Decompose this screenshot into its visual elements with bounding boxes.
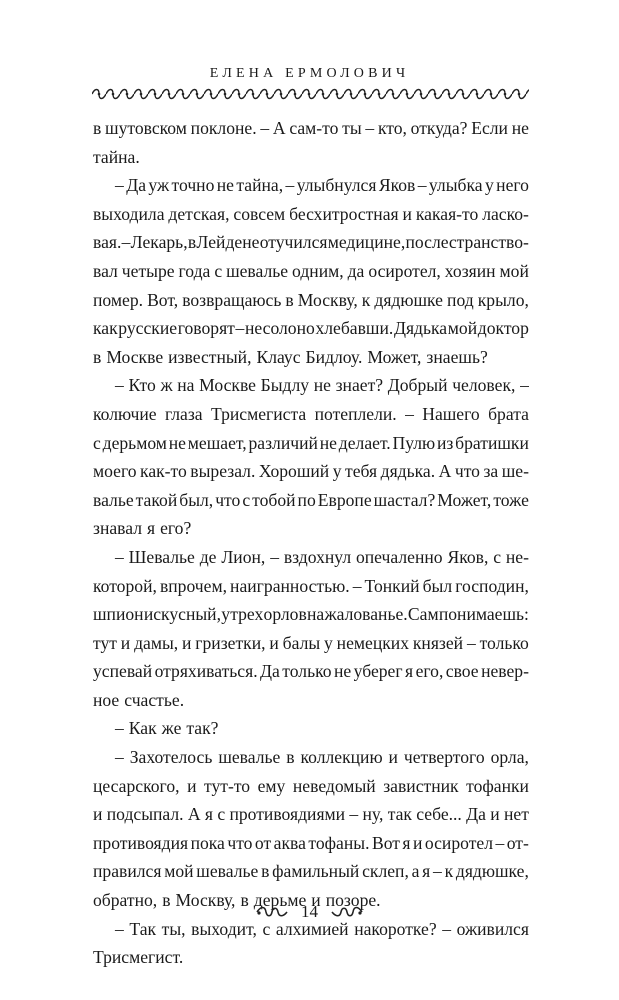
word: наигранностью.: [230, 575, 350, 596]
text-line: [93, 371, 529, 400]
word: я: [204, 804, 214, 825]
word: не: [334, 661, 352, 682]
text-line: [93, 714, 529, 743]
word: вырезал.: [190, 461, 256, 482]
text-line: [93, 543, 529, 572]
word: странство-: [448, 232, 529, 253]
word: крыло,: [477, 289, 529, 310]
text-line: [93, 257, 529, 286]
word: такой: [135, 489, 178, 510]
word: я: [405, 661, 414, 682]
word: А: [272, 118, 286, 138]
word: из: [436, 432, 454, 453]
word: от-: [506, 832, 529, 853]
word: знавал: [93, 518, 142, 539]
word: русские: [118, 318, 178, 339]
word: в: [261, 861, 270, 882]
word: –: [115, 175, 124, 196]
word: Да: [260, 661, 280, 682]
text-line: [93, 800, 529, 829]
word: А: [438, 461, 452, 482]
word: искусный,: [143, 604, 221, 625]
running-header-author: ЕЛЕНА ЕРМОЛОВИЧ: [209, 66, 410, 81]
word: бесхитростная: [289, 203, 399, 224]
word: шутовском: [105, 118, 187, 138]
word: с: [93, 432, 101, 453]
word: детская,: [168, 203, 230, 224]
word: потеплели.: [314, 403, 397, 424]
word: Лион,: [221, 546, 266, 567]
word: жалованье.: [324, 604, 408, 625]
text-line: [93, 829, 529, 858]
word: помер.: [93, 289, 144, 310]
word: одним,: [292, 260, 344, 281]
page-footer: [0, 901, 619, 922]
word: мой: [164, 861, 194, 882]
word: Тонкий: [364, 575, 420, 596]
text-line: [93, 514, 529, 543]
word: с: [493, 546, 502, 567]
word: –: [349, 804, 359, 825]
word: хлебавши.: [315, 318, 394, 339]
word: вая.: [93, 232, 122, 253]
word: понимаешь:: [438, 604, 529, 625]
word: и: [269, 632, 279, 653]
word: Нашего: [422, 403, 480, 424]
word: Москве: [199, 375, 256, 396]
word: свое: [445, 661, 479, 682]
word: шастал?: [373, 489, 436, 510]
word: –: [365, 118, 375, 138]
word: Сам: [407, 604, 439, 625]
text-line: [93, 400, 529, 429]
word: у: [332, 461, 342, 482]
word: тайна,: [236, 175, 284, 196]
text-line: [93, 572, 529, 601]
word: да: [347, 260, 365, 281]
word: и: [412, 832, 423, 853]
word: доктор: [477, 318, 529, 339]
word: –: [121, 232, 131, 253]
word: которой,: [93, 575, 157, 596]
word: Клаус: [256, 346, 301, 367]
word: тебя: [345, 461, 378, 482]
word: знает?: [335, 375, 384, 396]
word: в: [240, 890, 249, 911]
word: же: [161, 718, 182, 739]
body-text: [93, 114, 529, 972]
word: оживился: [456, 918, 529, 939]
word: и: [490, 804, 500, 825]
word: мешает,: [187, 432, 247, 453]
word: –: [417, 175, 427, 196]
word: выходит,: [191, 918, 257, 939]
word: –: [115, 718, 124, 739]
word: отучился: [259, 232, 328, 253]
word: тофанки: [466, 775, 529, 796]
word: склеп,: [362, 861, 409, 882]
word: цесарского,: [93, 775, 180, 796]
word: –: [115, 546, 124, 567]
word: шевалье: [196, 861, 259, 882]
text-line: [93, 486, 529, 515]
word: вздохнул: [283, 546, 352, 567]
word: у: [484, 175, 494, 196]
text-line: [93, 457, 529, 486]
word: в: [162, 890, 171, 911]
word: де: [199, 546, 217, 567]
word: улыбнулся: [296, 175, 377, 196]
word: –: [433, 861, 442, 882]
word: –: [260, 118, 270, 138]
word: только: [479, 632, 529, 653]
word: Яков,: [447, 546, 489, 567]
word: сам-то: [289, 118, 339, 138]
word: я: [402, 832, 411, 853]
word: тофаны.: [308, 832, 370, 853]
word: моего: [93, 461, 137, 482]
word: аква: [273, 832, 306, 853]
word: Да: [126, 175, 146, 196]
word: Кто: [128, 375, 156, 396]
word: что: [227, 832, 253, 853]
word: Бидлоу.: [305, 346, 363, 367]
word: а: [411, 861, 420, 882]
word: орла,: [490, 747, 529, 768]
word: него: [496, 175, 529, 196]
word: известный,: [168, 346, 252, 367]
word: –: [115, 375, 124, 396]
word: я: [147, 518, 156, 539]
word: алхимией: [275, 918, 349, 939]
word: не: [216, 175, 234, 196]
word: четыре: [121, 260, 175, 281]
word: как-то: [140, 461, 187, 482]
word: дядюшке,: [455, 861, 529, 882]
word: Лекарь,: [130, 232, 188, 253]
word: Вот,: [147, 289, 179, 310]
word: Москву,: [175, 890, 236, 911]
word: дядюшке: [374, 289, 443, 310]
word: выходила: [93, 203, 165, 224]
word: –: [115, 918, 124, 939]
text-line: [93, 629, 529, 658]
word: князей: [412, 632, 464, 653]
word: и: [402, 203, 412, 224]
word: успевай: [93, 661, 153, 682]
word: Вот: [371, 832, 400, 853]
word: отряхиваться.: [154, 661, 258, 682]
word: и: [93, 804, 103, 825]
text-line: [93, 743, 529, 772]
word: Дядька: [393, 318, 448, 339]
word: улыбка: [428, 175, 483, 196]
word: осиротел: [424, 832, 493, 853]
word: –: [495, 832, 505, 853]
word: медицине,: [327, 232, 406, 253]
word: Лейдене: [196, 232, 260, 253]
word: у: [221, 604, 231, 625]
word: с: [214, 260, 223, 281]
left-footer-flourish-icon: [255, 906, 289, 918]
word: не: [313, 375, 331, 396]
word: ласко-: [482, 203, 529, 224]
word: правился: [93, 861, 162, 882]
word: опечаленно: [355, 546, 443, 567]
word: точно: [171, 175, 215, 196]
word: его?: [160, 518, 192, 539]
word: –: [466, 632, 476, 653]
word: завистник: [383, 775, 459, 796]
word: Быдлу: [260, 375, 310, 396]
word: в: [93, 346, 102, 367]
word: Москве: [106, 346, 164, 367]
word: ну,: [362, 804, 384, 825]
word: Так: [129, 918, 157, 939]
word: дамы,: [134, 632, 179, 653]
word: Как: [128, 718, 157, 739]
word: ему: [257, 775, 286, 796]
word: нет: [504, 804, 529, 825]
text-line: [93, 686, 529, 715]
word: откуда?: [410, 118, 468, 138]
word: Захотелось: [129, 747, 213, 768]
word: шпион: [93, 604, 144, 625]
word: человек,: [452, 375, 516, 396]
word: противоядия: [93, 832, 189, 853]
word: мой: [499, 260, 529, 281]
word: пока: [190, 832, 225, 853]
word: дядька.: [380, 461, 436, 482]
word: ты,: [161, 918, 186, 939]
word: знаешь?: [426, 346, 488, 367]
text-line: [93, 200, 529, 229]
word: подсыпал.: [106, 804, 184, 825]
word: какая-то: [415, 203, 479, 224]
word: Европе: [317, 489, 372, 510]
text-line: [93, 114, 529, 143]
word: возвращаюсь: [182, 289, 282, 310]
word: осиротел,: [368, 260, 441, 281]
word: по: [297, 489, 316, 510]
word: тут: [93, 632, 117, 653]
word: тайна.: [93, 146, 140, 167]
word: колючие: [93, 403, 157, 424]
word: под: [447, 289, 474, 310]
word: от: [254, 832, 272, 853]
word: так?: [186, 718, 219, 739]
word: –: [442, 918, 452, 939]
word: –: [270, 546, 279, 567]
word: на: [177, 375, 195, 396]
word: не: [168, 432, 186, 453]
word: Трисмегист.: [93, 947, 184, 968]
word: уберег: [353, 661, 403, 682]
word: был: [422, 575, 453, 596]
word: Шевалье: [128, 546, 195, 567]
text-line: [93, 857, 529, 886]
page-number: 14: [301, 902, 318, 922]
word: невер-: [481, 661, 529, 682]
word: –: [115, 747, 124, 768]
word: в: [286, 747, 295, 768]
word: брата: [488, 403, 529, 424]
word: Пулю: [392, 432, 436, 453]
word: орлов: [263, 604, 307, 625]
word: ше-: [501, 461, 529, 482]
word: и: [388, 747, 398, 768]
word: у: [324, 632, 333, 653]
text-line: [93, 343, 529, 372]
word: его,: [415, 661, 444, 682]
word: мой: [447, 318, 478, 339]
word: Москву,: [297, 289, 358, 310]
word: Да: [466, 804, 486, 825]
word: –: [285, 175, 295, 196]
word: поклоне.: [190, 118, 257, 138]
word: тобой: [252, 489, 296, 510]
text-line: [93, 772, 529, 801]
header-ornament-rule: [92, 88, 529, 100]
word: четвертого: [403, 747, 485, 768]
word: глаза: [164, 403, 203, 424]
word: как: [93, 318, 118, 339]
text-line: [93, 171, 529, 200]
word: только: [282, 661, 332, 682]
word: Трисмегиста: [211, 403, 307, 424]
word: так: [387, 804, 412, 825]
word: делает.: [338, 432, 391, 453]
text-line: [93, 143, 529, 172]
word: совсем: [233, 203, 286, 224]
word: на: [307, 604, 325, 625]
word: себе...: [416, 804, 462, 825]
word: валье: [93, 489, 134, 510]
text-line: [93, 429, 529, 458]
word: тоже: [493, 489, 529, 510]
word: позоре.: [325, 890, 381, 911]
word: А: [187, 804, 201, 825]
word: к: [361, 289, 371, 310]
word: с: [242, 489, 251, 510]
word: Добрый: [387, 375, 448, 396]
word: –: [520, 375, 529, 396]
word: неведомый: [292, 775, 376, 796]
word: и: [187, 775, 197, 796]
word: Может,: [367, 346, 422, 367]
word: впрочем,: [159, 575, 227, 596]
word: за: [483, 461, 499, 482]
word: –: [235, 318, 245, 339]
word: к: [444, 861, 454, 882]
text-line: [93, 286, 529, 315]
word: Яков: [378, 175, 416, 196]
word: счастье.: [124, 689, 185, 710]
word: с: [262, 918, 271, 939]
word: Может,: [437, 489, 492, 510]
word: –: [405, 403, 414, 424]
word: ты: [342, 118, 362, 138]
word: что: [215, 489, 241, 510]
word: тут-то: [204, 775, 251, 796]
word: года: [178, 260, 211, 281]
word: и: [182, 632, 192, 653]
text-line: [93, 228, 529, 257]
word: в: [187, 232, 197, 253]
word: шевалье: [218, 747, 281, 768]
word: фамильный: [272, 861, 360, 882]
text-line: [93, 943, 529, 972]
word: кто,: [377, 118, 407, 138]
word: после: [405, 232, 449, 253]
word: различий: [248, 432, 318, 453]
word: коллекцию: [300, 747, 383, 768]
right-footer-flourish-icon: [330, 906, 364, 918]
word: не: [319, 432, 337, 453]
word: не: [511, 118, 529, 138]
word: накоротке?: [354, 918, 437, 939]
word: немецких: [336, 632, 410, 653]
word: и: [120, 632, 131, 653]
word: ж: [160, 375, 173, 396]
word: братишки: [455, 432, 529, 453]
word: гризетки,: [195, 632, 266, 653]
word: Если: [471, 118, 508, 138]
text-line: [93, 314, 529, 343]
word: и: [311, 890, 321, 911]
word: с: [217, 804, 226, 825]
word: был,: [179, 489, 214, 510]
word: что: [454, 461, 480, 482]
word: в: [285, 289, 294, 310]
word: дерьмом: [102, 432, 167, 453]
word: шевалье: [226, 260, 289, 281]
text-line: [93, 600, 529, 629]
word: в: [93, 118, 102, 138]
word: господин,: [455, 575, 529, 596]
word: противоядиями: [229, 804, 346, 825]
word: обратно,: [93, 890, 158, 911]
word: хозяин: [444, 260, 496, 281]
word: я: [422, 861, 431, 882]
word: трех: [230, 604, 264, 625]
word: Хороший: [258, 461, 330, 482]
word: балы: [282, 632, 321, 653]
word: говорят: [177, 318, 235, 339]
word: –: [352, 575, 362, 596]
word: вал: [93, 260, 118, 281]
word: уж: [148, 175, 170, 196]
word: дерьме: [253, 890, 307, 911]
word: несолоно: [244, 318, 315, 339]
word: не-: [505, 546, 529, 567]
text-line: [93, 657, 529, 686]
word: ное: [93, 689, 120, 710]
